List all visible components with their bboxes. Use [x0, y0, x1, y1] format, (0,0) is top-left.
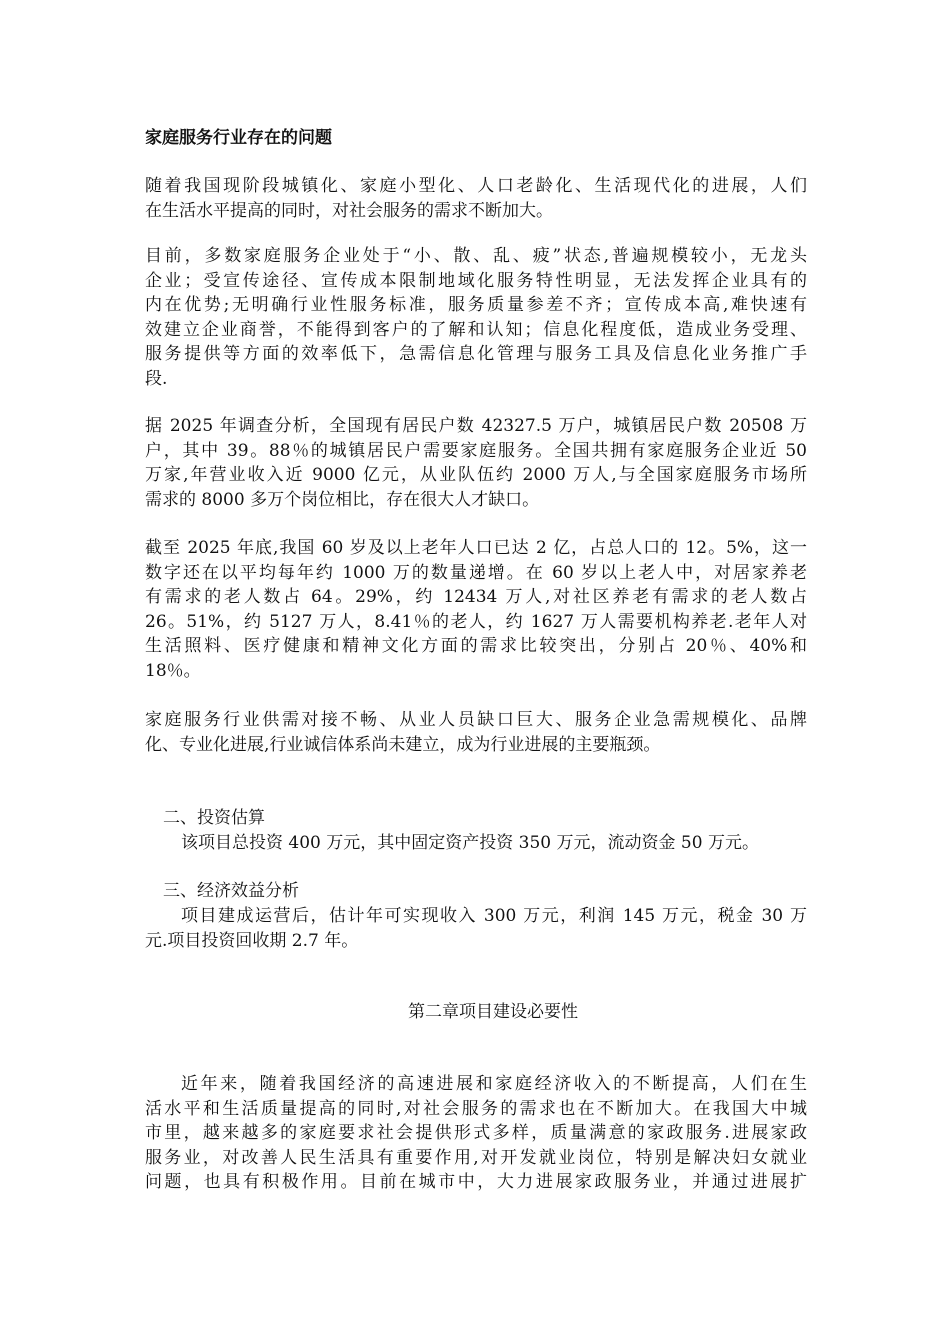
text-line: 有需求的老人数占 64。29%，约 12434 万人,对社区养老有需求的老人数占	[145, 587, 807, 607]
text-line: 企业；受宣传途径、宣传成本限制地域化服务特性明显，无法发挥企业具有的	[145, 270, 807, 291]
text-line: 户，其中 39。88％的城镇居民户需要家庭服务。全国共拥有家庭服务企业近 50	[145, 440, 807, 461]
text-line: 万家,年营业收入近 9000 亿元，从业队伍约 2000 万人,与全国家庭服务市场所	[145, 465, 807, 485]
text-line: 据 2025 年调查分析，全国现有居民户数 42327.5 万户，城镇居民户数 20508 万	[145, 416, 807, 436]
text-line: 在生活水平提高的同时，对社会服务的需求不断加大。	[145, 200, 553, 221]
text-line: 市里，越来越多的家庭要求社会提供形式多样，质量满意的家政服务.进展家政	[145, 1123, 807, 1143]
text-line: 近年来，随着我国经济的高速进展和家庭经济收入的不断提高，人们在生	[181, 1074, 807, 1094]
text-line: 化、专业化进展,行业诚信体系尚未建立，成为行业进展的主要瓶颈。	[145, 734, 661, 755]
text-line: 随着我国现阶段城镇化、家庭小型化、人口老龄化、生活现代化的进展，人们	[145, 176, 807, 196]
text-line: 活水平和生活质量提高的同时,对社会服务的需求也在不断加大。在我国大中城	[145, 1098, 807, 1119]
text-line: 服务业，对改善人民生活具有重要作用,对开发就业岗位，特别是解决妇女就业	[145, 1147, 807, 1168]
paragraph-elderly-population	[145, 536, 807, 683]
section-title: 家庭服务行业存在的问题	[145, 128, 332, 148]
text-line: 目前，多数家庭服务企业处于“小、散、乱、疲”状态,普遍规模较小，无龙头	[145, 246, 807, 266]
paragraph-urbanization	[145, 174, 807, 223]
text-line: 效建立企业商誉，不能得到客户的了解和认知；信息化程度低，造成业务受理、	[145, 319, 807, 340]
benefit-paragraph	[145, 904, 807, 953]
text-line: 问题，也具有积极作用。目前在城市中，大力进展家政服务业，并通过进展扩	[145, 1172, 807, 1192]
text-line: 服务提供等方面的效率低下，急需信息化管理与服务工具及信息化业务推广手	[145, 344, 807, 364]
investment-text: 该项目总投资 400 万元，其中固定资产投资 350 万元，流动资金 50 万元。	[181, 833, 759, 853]
text-line: 内在优势;无明确行业性服务标准，服务质量参差不齐；宣传成本高,难快速有	[145, 295, 807, 315]
text-line: 18％。	[145, 660, 201, 681]
text-line: 数字还在以平均每年约 1000 万的数量递增。在 60 岁以上老人中，对居家养老	[145, 562, 807, 583]
paragraph-survey-analysis	[145, 414, 807, 512]
chapter-heading: 第二章项目建设必要性	[408, 1002, 578, 1022]
paragraph-bottleneck	[145, 708, 807, 757]
chapter-paragraph	[145, 1072, 807, 1195]
text-line: 段.	[145, 368, 168, 389]
benefit-heading: 三、经济效益分析	[163, 881, 299, 901]
text-line: 需求的 8000 多万个岗位相比，存在很大人才缺口。	[145, 489, 540, 510]
text-line: 截至 2025 年底,我国 60 岁及以上老年人口已达 2 亿，占总人口的 12。5%，这一	[145, 538, 807, 558]
text-line: 家庭服务行业供需对接不畅、从业人员缺口巨大、服务企业急需规模化、品牌	[145, 710, 807, 730]
paragraph-industry-status	[145, 244, 807, 391]
text-line: 生活照料、医疗健康和精神文化方面的需求比较突出，分别占 20％、40%和	[145, 636, 807, 656]
text-line: 元.项目投资回收期 2.7 年。	[145, 930, 359, 951]
text-line: 26。51%，约 5127 万人，8.41％的老人，约 1627 万人需要机构养老.老年人对	[145, 611, 807, 632]
text-line: 项目建成运营后，估计年可实现收入 300 万元，利润 145 万元，税金 30 万	[181, 906, 807, 926]
investment-heading: 二、投资估算	[163, 808, 265, 828]
